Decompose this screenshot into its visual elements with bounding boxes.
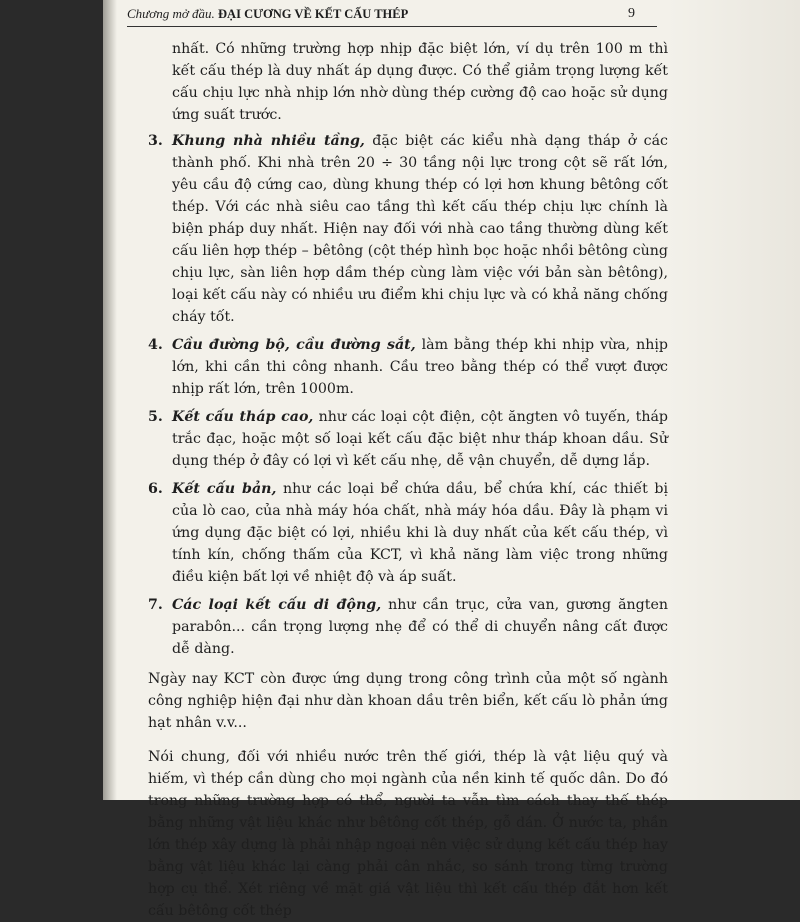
page-edge-shading <box>668 0 800 800</box>
item-number: 7. <box>148 597 163 613</box>
item-term: Các loại kết cấu di động, <box>172 597 382 613</box>
item-term: Cầu đường bộ, cầu đường sắt, <box>172 337 416 353</box>
item-text: như cần trục, cửa van, gương ăngten parabôn... cần trọng lượng nhẹ để có thể di chuyển nâng cất được dễ dàng. <box>172 597 668 657</box>
list-item <box>148 334 668 400</box>
item-number: 6. <box>148 481 163 497</box>
application-list <box>148 130 668 660</box>
page-number: 9 <box>628 6 635 21</box>
item-term: Khung nhà nhiều tầng, <box>172 133 365 149</box>
item-text: đặc biệt các kiểu nhà dạng tháp ở các thành phố. Khi nhà trên 20 ÷ 30 tầng nội lực trong cột sẽ rất lớn, yêu cầu độ cứng cao, dùng khung thép có lợi hơn khung bêtông cốt thép. Với các nhà siêu cao tầng thì kết cấu thép chịu lực chính là biện pháp duy nhất. Hiện nay đối với nhà cao tầng thường dùng kết cấu liên hợp thép – bêtông (cột thép hình bọc hoặc nhồi bêtông cùng chịu lực, sàn liên hợp dầm thép cùng làm việc với bản sàn bêtông), loại kết cấu này có nhiều ưu điểm khi chịu lực và có khả năng chống cháy tốt. <box>172 133 669 325</box>
chapter-title: ĐẠI CƯƠNG VỀ KẾT CẤU THÉP <box>218 7 409 21</box>
paragraph-modern-applications: Ngày nay KCT còn được ứng dụng trong công trình của một số ngành công nghiệp hiện đại như dàn khoan dầu trên biển, kết cấu lò phản ứng hạt nhân v.v... <box>148 671 668 731</box>
list-item <box>148 594 668 660</box>
running-header <box>127 6 627 22</box>
intro-continuation: nhất. Có những trường hợp nhịp đặc biệt lớn, ví dụ trên 100 m thì kết cấu thép là duy nhất áp dụng được. Có thể giảm trọng lượng kết cấu chịu lực nhà nhịp lớn nhờ dùng thép cường độ cao hoặc sử dụng ứng suất trước. <box>172 41 668 123</box>
page-gutter-shadow <box>103 0 117 800</box>
item-number: 5. <box>148 409 163 425</box>
book-page <box>103 0 800 919</box>
item-number: 4. <box>148 337 163 353</box>
page-body <box>148 38 668 922</box>
list-item <box>148 478 668 588</box>
item-text: như các loại cột điện, cột ăngten vô tuyến, tháp trắc đạc, hoặc một số loại kết cấu đặc biệt như tháp khoan dầu. Sử dụng thép ở đây có lợi vì kết cấu nhẹ, dễ vận chuyển, dễ dựng lắp. <box>172 409 669 469</box>
paragraph-steel-scarcity: Nói chung, đối với nhiều nước trên thế giới, thép là vật liệu quý và hiếm, vì thép cần dùng cho mọi ngành của nền kinh tế quốc dân. Do đó trong những trường hợp có thể, người ta vẫn tìm cách thay thế thép bằng những vật liệu khác như bêtông cốt thép, gỗ dán. Ở nước ta, phần lớn thép xây dựng là phải nhập ngoại nên việc sử dụng kết cấu thép hay bằng vật liệu khác lại càng phải cân nhắc, so sánh trong từng trường hợp cụ thể. Xét riêng về mặt giá vật liệu thì kết cấu thép đắt hơn kết cấu bêtông cốt thép <box>148 749 668 919</box>
item-text: như các loại bể chứa dầu, bể chứa khí, các thiết bị của lò cao, của nhà máy hóa chất, nhà máy hóa dầu. Đây là phạm vi ứng dụng đặc biệt có lợi, nhiều khi là duy nhất của kết cấu thép, vì tính kín, chống thấm của KCT, vì khả năng làm việc trong những điều kiện bất lợi về nhiệt độ và áp suất. <box>172 481 668 585</box>
item-term: Kết cấu tháp cao, <box>172 409 314 425</box>
header-rule <box>127 26 657 27</box>
list-item <box>148 130 668 328</box>
item-term: Kết cấu bản, <box>172 481 277 497</box>
item-text: làm bằng thép khi nhịp vừa, nhịp lớn, khi cần thi công nhanh. Cầu treo bằng thép có thể vượt được nhịp rất lớn, trên 1000m. <box>172 337 668 397</box>
chapter-label: Chương mở đầu. <box>127 6 215 21</box>
list-item <box>148 406 668 472</box>
item-number: 3. <box>148 133 163 149</box>
